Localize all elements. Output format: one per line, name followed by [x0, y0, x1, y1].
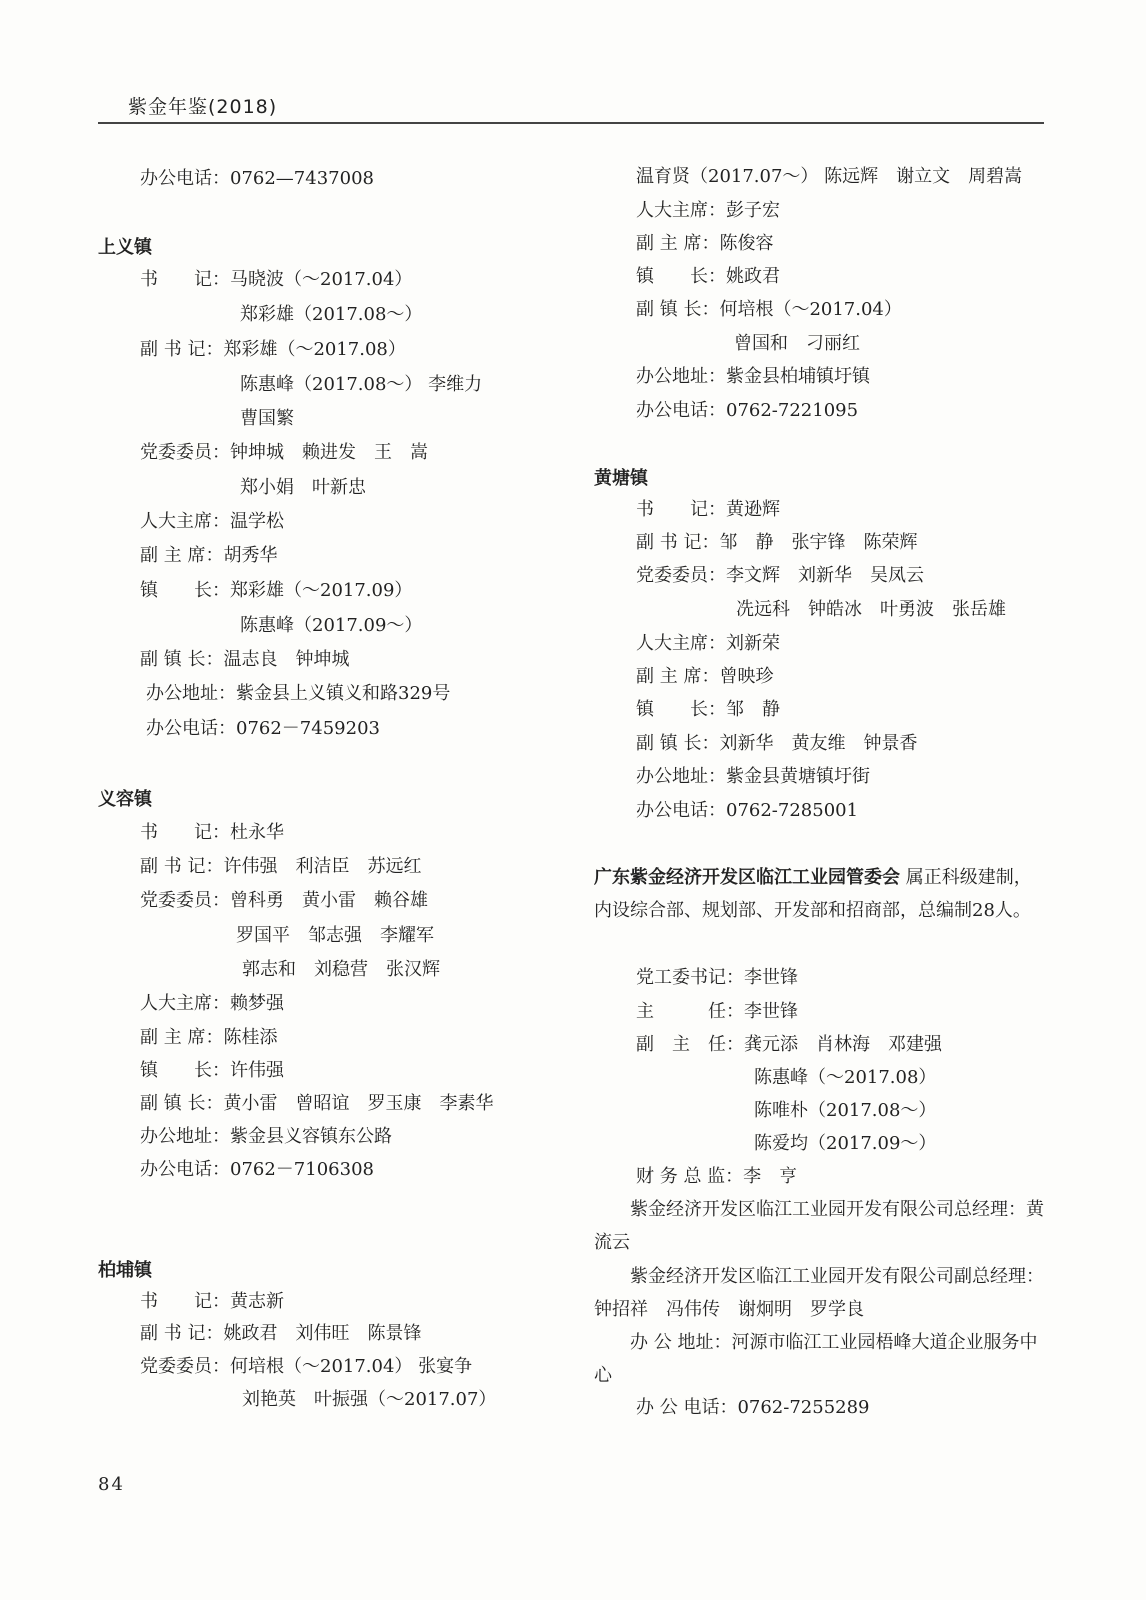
- entry-line: 郭志和 刘稳营 张汉辉: [242, 959, 440, 980]
- entry-line: 陈惠峰（2017.08～） 李维力: [240, 374, 483, 395]
- entry-line: 办公地址：紫金县柏埔镇圩镇: [636, 366, 870, 387]
- entry-line: 办公电话：0762－7459203: [146, 718, 380, 739]
- entry-line: 副 书 记：郑彩雄（～2017.08）: [140, 339, 406, 360]
- entry-line: 陈爱均（2017.09～）: [754, 1133, 937, 1154]
- entry-paragraph: 紫金经济开发区临江工业园开发有限公司副总经理：钟招祥 冯伟传 谢炯明 罗学良: [594, 1266, 1044, 1320]
- entry-line: 副 镇 长：温志良 钟坤城: [140, 649, 350, 670]
- entry-line: 镇 长：姚政君: [636, 266, 780, 287]
- entry-line: 镇 长：郑彩雄（～2017.09）: [140, 580, 413, 601]
- entry-line: 财 务 总 监：李 亨: [636, 1166, 798, 1187]
- entry-line: 主 任：李世锋: [636, 1001, 798, 1022]
- section-title: 上义镇: [98, 237, 152, 258]
- entry-line: 人大主席：彭子宏: [636, 200, 780, 221]
- entry-line: 温育贤（2017.07～） 陈远辉 谢立文 周碧嵩: [636, 166, 1023, 187]
- entry-line: 副 主 席：胡秀华: [140, 545, 278, 566]
- entry-line: 冼远科 钟皓冰 叶勇波 张岳雄: [736, 599, 1006, 620]
- entry-line: 副 书 记：邹 静 张宇锋 陈荣辉: [636, 532, 918, 553]
- entry-line: 曾国和 刁丽红: [734, 333, 860, 354]
- entry-paragraph: 办 公 地址：河源市临江工业园梧峰大道企业服务中心: [594, 1332, 1038, 1386]
- entry-line: 副 镇 长：何培根（～2017.04）: [636, 299, 902, 320]
- entry-line: 办公地址：紫金县上义镇义和路329号: [146, 683, 451, 704]
- entry-line: 办公电话：0762－7106308: [140, 1159, 374, 1180]
- page-number: 84: [98, 1474, 125, 1495]
- entry-line: 书 记：马晓波（～2017.04）: [140, 269, 413, 290]
- entry-line: 党委委员：曾科勇 黄小雷 赖谷雄: [140, 890, 428, 911]
- entry-line: 办 公 电话：0762-7255289: [636, 1397, 870, 1418]
- entry-line: 书 记：杜永华: [140, 822, 284, 843]
- intro-text: 属正科级建制，内设综合部、规划部、开发部和招商部，总编制28人。: [594, 867, 1032, 921]
- entry-line: 人大主席：赖梦强: [140, 993, 284, 1014]
- entry-line: 副 书 记：许伟强 利洁臣 苏远红: [140, 856, 422, 877]
- entry-line: 副 镇 长：刘新华 黄友维 钟景香: [636, 733, 918, 754]
- office-phone: 办公电话：0762—7437008: [140, 168, 374, 189]
- entry-line: 办公地址：紫金县黄塘镇圩街: [636, 766, 870, 787]
- entry-line: 办公电话：0762-7221095: [636, 400, 859, 421]
- entry-line: 副 主 席：陈桂添: [140, 1027, 278, 1048]
- entry-line: 副 书 记：姚政君 刘伟旺 陈景锋: [140, 1323, 422, 1344]
- entry-line: 镇 长：许伟强: [140, 1060, 284, 1081]
- entry-line: 书 记：黄逊辉: [636, 499, 780, 520]
- entry-line: 陈唯朴（2017.08～）: [754, 1100, 937, 1121]
- entry-line: 陈惠峰（2017.09～）: [240, 615, 423, 636]
- section-title: 广东紫金经济开发区临江工业园管委会: [594, 867, 900, 888]
- entry-line: 陈惠峰（～2017.08）: [754, 1067, 937, 1088]
- entry-line: 副 主 席：曾映珍: [636, 666, 774, 687]
- intro-paragraph: [594, 861, 1044, 927]
- header-divider: [98, 122, 1044, 124]
- entry-line: 党委委员：李文辉 刘新华 吴凤云: [636, 565, 924, 586]
- entry-line: 党工委书记：李世锋: [636, 967, 798, 988]
- entry-line: 办公地址：紫金县义容镇东公路: [140, 1126, 392, 1147]
- section-title: 黄塘镇: [594, 468, 648, 489]
- entry-line: 曹国繁: [240, 408, 294, 429]
- entry-line: 副 镇 长：黄小雷 曾昭谊 罗玉康 李素华: [140, 1093, 494, 1114]
- section-title: 柏埔镇: [98, 1260, 152, 1281]
- section-title: 义容镇: [98, 789, 152, 810]
- entry-line: 刘艳英 叶振强（～2017.07）: [242, 1389, 497, 1410]
- entry-paragraph: 紫金经济开发区临江工业园开发有限公司总经理：黄流云: [594, 1199, 1044, 1253]
- entry-line: 副 主 任：龚元添 肖林海 邓建强: [636, 1034, 942, 1055]
- entry-line: 书 记：黄志新: [140, 1291, 284, 1312]
- entry-line: 党委委员：何培根（～2017.04） 张宴争: [140, 1356, 473, 1377]
- entry-line: 人大主席：刘新荣: [636, 633, 780, 654]
- entry-line: 办公电话：0762-7285001: [636, 800, 859, 821]
- entry-line: 副 主 席：陈俊容: [636, 233, 774, 254]
- entry-line: 罗国平 邹志强 李耀军: [236, 925, 434, 946]
- entry-line: 人大主席：温学松: [140, 511, 284, 532]
- entry-line: 郑小娟 叶新忠: [240, 477, 366, 498]
- entry-line: 党委委员：钟坤城 赖进发 王 嵩: [140, 442, 428, 463]
- entry-line: 镇 长：邹 静: [636, 699, 780, 720]
- yearbook-title: 紫金年鉴(2018): [128, 96, 278, 118]
- entry-line: 郑彩雄（2017.08～）: [240, 304, 423, 325]
